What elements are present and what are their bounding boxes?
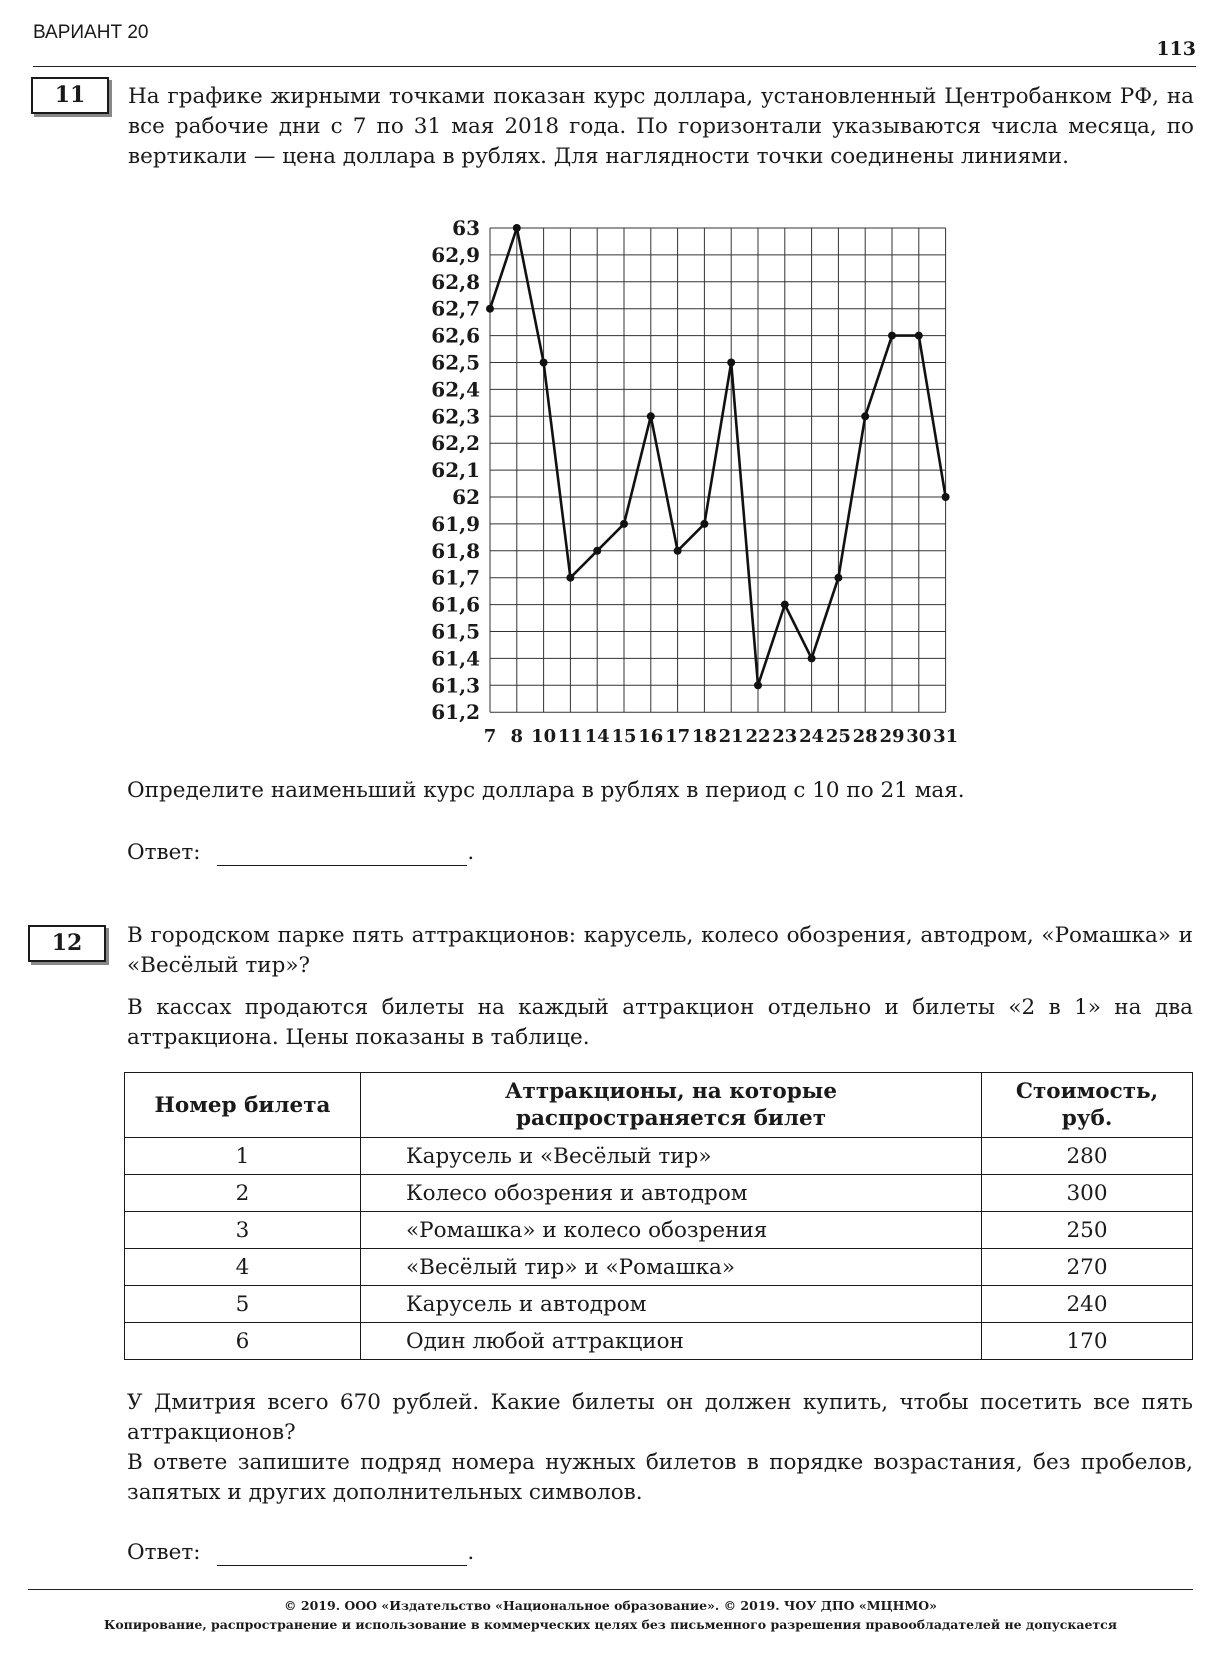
y-tick-label: 62,6 — [431, 323, 480, 348]
x-tick-label: 30 — [906, 726, 932, 748]
rate-point — [888, 332, 896, 340]
x-tick-label: 14 — [584, 726, 610, 748]
y-tick-label: 61,2 — [431, 700, 480, 725]
x-tick-label: 7 — [483, 726, 497, 748]
ticket-number-cell: 4 — [125, 1249, 361, 1286]
footer-divider — [28, 1589, 1193, 1590]
price-cell: 250 — [982, 1212, 1193, 1249]
x-tick-label: 22 — [745, 726, 771, 748]
price-cell: 300 — [982, 1175, 1193, 1212]
x-tick-label: 25 — [825, 726, 851, 748]
exchange-rate-chart — [400, 210, 960, 750]
tickets-table — [124, 1072, 1193, 1360]
y-tick-label: 61,3 — [431, 673, 480, 698]
footer-notice: Копирование, распространение и использование в коммерческих целях без письменного разрешения правообладателей не допускается — [103, 1617, 1118, 1632]
y-tick-label: 62 — [452, 485, 480, 509]
y-tick-label: 62,5 — [431, 350, 480, 375]
rate-point — [647, 412, 655, 420]
task-11-number: 11 — [31, 77, 109, 114]
ticket-number-cell: 5 — [125, 1286, 361, 1323]
attractions-cell: «Весёлый тир» и «Ромашка» — [361, 1249, 982, 1286]
rate-point — [754, 681, 762, 689]
x-tick-label: 11 — [557, 726, 583, 748]
task-12-text-1: В городском парке пять аттракционов: карусель, колесо обозрения, автодром, «Ромашка» и «Весёлый тир»? — [127, 923, 1193, 978]
task-12-answer: Ответ: . — [127, 1540, 475, 1565]
attractions-cell: Колесо обозрения и автодром — [361, 1175, 982, 1212]
x-tick-label: 31 — [933, 726, 959, 748]
price-cell: 280 — [982, 1138, 1193, 1175]
rate-point — [727, 359, 735, 367]
task-11-text: На графике жирными точками показан курс доллара, установленный Центробанком РФ, на все рабочие дни с 7 по 31 мая 2018 года. По горизонтали указываются числа месяца, по вертикали — цена доллара в рублях. Для наглядности точки соединены линиями. — [128, 84, 1194, 169]
table-row — [125, 1175, 1193, 1212]
table-header-row — [125, 1073, 1193, 1138]
y-tick-label: 62,3 — [431, 404, 480, 429]
table-row — [125, 1249, 1193, 1286]
table-row — [125, 1138, 1193, 1175]
x-tick-label: 8 — [510, 726, 524, 748]
table-row — [125, 1212, 1193, 1249]
x-tick-label: 28 — [852, 726, 878, 748]
y-tick-label: 63 — [452, 216, 480, 240]
x-tick-label: 21 — [718, 726, 744, 748]
rate-point — [781, 601, 789, 609]
attractions-cell: Карусель и «Весёлый тир» — [361, 1138, 982, 1175]
ticket-number-cell: 6 — [125, 1323, 361, 1360]
y-tick-label: 61,8 — [431, 538, 480, 563]
page-number: 113 — [1156, 38, 1196, 60]
y-tick-label: 62,8 — [431, 269, 480, 294]
table-row — [125, 1286, 1193, 1323]
y-tick-label: 61,4 — [431, 646, 480, 671]
y-tick-label: 62,2 — [431, 431, 480, 456]
rate-point — [540, 359, 548, 367]
header-divider — [33, 66, 1196, 67]
y-tick-label: 62,7 — [431, 296, 480, 321]
ticket-number-cell: 3 — [125, 1212, 361, 1249]
rate-point — [513, 224, 521, 232]
x-tick-label: 10 — [531, 726, 557, 748]
y-tick-label: 61,9 — [431, 511, 480, 536]
y-tick-label: 61,7 — [431, 565, 480, 590]
rate-point — [942, 493, 950, 501]
task-11-answer: Ответ: . — [127, 840, 475, 865]
rate-point — [808, 654, 816, 662]
task-11-answer-field[interactable] — [217, 840, 467, 866]
rate-point — [593, 547, 601, 555]
price-cell: 270 — [982, 1249, 1193, 1286]
x-tick-label: 15 — [611, 726, 637, 748]
rate-point — [674, 547, 682, 555]
rate-point — [566, 574, 574, 582]
y-tick-label: 61,5 — [431, 619, 480, 644]
y-tick-label: 62,9 — [431, 242, 480, 267]
header-price: Стоимость, руб. — [982, 1073, 1193, 1138]
y-tick-label: 62,1 — [431, 458, 480, 483]
footer-copyright: © 2019. ООО «Издательство «Национальное образование». © 2019. ЧОУ ДПО «МЦНМО» — [284, 1598, 937, 1613]
price-cell: 240 — [982, 1286, 1193, 1323]
rate-point — [915, 332, 923, 340]
header-ticket-number: Номер билета — [125, 1073, 361, 1138]
rate-point — [486, 305, 494, 313]
attractions-cell: Карусель и автодром — [361, 1286, 982, 1323]
ticket-number-cell: 2 — [125, 1175, 361, 1212]
task-12-answer-field[interactable] — [217, 1540, 467, 1566]
task-11-question: Определите наименьший курс доллара в рублях в период с 10 по 21 мая. — [127, 778, 965, 803]
task-12-text-2: В кассах продаются билеты на каждый аттракцион отдельно и билеты «2 в 1» на два аттракциона. Цены показаны в таблице. — [127, 995, 1193, 1050]
x-tick-label: 24 — [799, 726, 825, 748]
attractions-cell: «Ромашка» и колесо обозрения — [361, 1212, 982, 1249]
rate-line — [490, 228, 946, 685]
table-row — [125, 1323, 1193, 1360]
attractions-cell: Один любой аттракцион — [361, 1323, 982, 1360]
task-12-question: У Дмитрия всего 670 рублей. Какие билеты он должен купить, чтобы посетить все пять аттракционов? — [127, 1390, 1193, 1445]
rate-point — [861, 412, 869, 420]
rate-point — [700, 520, 708, 528]
x-tick-label: 17 — [665, 726, 691, 748]
y-tick-label: 62,4 — [431, 377, 480, 402]
task-11-answer-label: Ответ: — [127, 840, 201, 865]
task-12-answer-label: Ответ: — [127, 1540, 201, 1565]
task-12-instruction: В ответе запишите подряд номера нужных билетов в порядке возрастания, без пробелов, запятых и других дополнительных символов. — [127, 1450, 1193, 1505]
variant-label: ВАРИАНТ 20 — [33, 22, 149, 43]
x-tick-label: 16 — [638, 726, 664, 748]
price-cell: 170 — [982, 1323, 1193, 1360]
x-tick-label: 29 — [879, 726, 905, 748]
header-attractions: Аттракционы, на которые распространяется билет — [361, 1073, 982, 1138]
x-tick-label: 18 — [691, 726, 717, 748]
rate-point — [834, 574, 842, 582]
y-tick-label: 61,6 — [431, 592, 480, 617]
rate-point — [620, 520, 628, 528]
task-12-number: 12 — [28, 925, 106, 962]
ticket-number-cell: 1 — [125, 1138, 361, 1175]
x-tick-label: 23 — [772, 726, 798, 748]
